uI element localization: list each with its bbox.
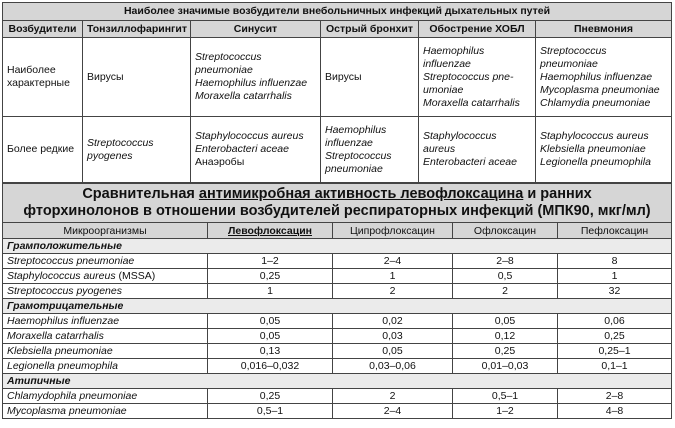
organism-name bbox=[3, 344, 208, 359]
table2-title bbox=[3, 184, 672, 223]
table2-header: Левофлоксацин bbox=[208, 223, 333, 239]
pathogen-line: Haemophilus influenzae bbox=[423, 44, 485, 70]
mic-value: 0,25 bbox=[208, 269, 333, 284]
mic-value: 2 bbox=[333, 284, 453, 299]
mic-value: 0,25 bbox=[208, 389, 333, 404]
organism-text: Haemophilus influenzae bbox=[7, 314, 120, 327]
table1-header: Синусит bbox=[191, 21, 321, 38]
pathogen-line: Staphylococcus aureus bbox=[423, 130, 497, 155]
group-header: Грамотрицательные bbox=[3, 299, 672, 314]
pathogen-line: Haemophilus influenzae bbox=[540, 70, 653, 83]
pathogen-line: Moraxella catarrhalis bbox=[195, 90, 292, 102]
mic-value: 0,05 bbox=[453, 314, 558, 329]
group-header: Грамположительные bbox=[3, 239, 672, 254]
pathogen-line: Klebsiella pneumoniae bbox=[540, 143, 646, 155]
organism-text: Streptococcus pneumoniae bbox=[7, 254, 135, 267]
mic-value: 1 bbox=[558, 269, 672, 284]
mic-value: 1 bbox=[208, 284, 333, 299]
organism-text: Legionella pneumophila bbox=[7, 359, 118, 372]
organism-text: Chlamydophila pneumoniae bbox=[7, 389, 138, 402]
mic-value: 0,25 bbox=[453, 344, 558, 359]
pathogen-line: Staphylococcus aureus bbox=[195, 130, 304, 142]
mic-value: 2 bbox=[453, 284, 558, 299]
table1-header: Возбудители bbox=[3, 21, 83, 38]
table-row bbox=[3, 404, 672, 419]
table2-header: Офлоксацин bbox=[453, 223, 558, 239]
table2-header-row bbox=[3, 223, 672, 239]
mic-value: 0,25 bbox=[558, 329, 672, 344]
table2-header: Ципрофлоксацин bbox=[333, 223, 453, 239]
pathogen-line: Legionella pneumophila bbox=[540, 156, 651, 168]
mic-value: 4–8 bbox=[558, 404, 672, 419]
table1-cell bbox=[536, 117, 672, 183]
table1-header: Острый бронхит bbox=[321, 21, 419, 38]
table1-row bbox=[3, 117, 672, 183]
table1-cell bbox=[419, 38, 536, 117]
pathogen-line: Chlamydia pneumoniae bbox=[540, 96, 651, 109]
pathogen-line: Вирусы bbox=[87, 70, 124, 83]
mic-value: 0,5–1 bbox=[208, 404, 333, 419]
organism-name bbox=[3, 359, 208, 374]
mic-value: 0,25–1 bbox=[558, 344, 672, 359]
pathogen-line: Streptococcus pneumoniae bbox=[540, 44, 607, 70]
pathogen-line: Анаэробы bbox=[195, 156, 245, 168]
mic-value: 0,03 bbox=[333, 329, 453, 344]
organism-name bbox=[3, 329, 208, 344]
mic-value: 0,1–1 bbox=[558, 359, 672, 374]
pathogen-line: Enterobacteri aceae bbox=[195, 143, 289, 155]
organism-name bbox=[3, 269, 208, 284]
title-text: Сравнительная bbox=[82, 186, 199, 202]
mic-value: 2–8 bbox=[453, 254, 558, 269]
mic-value: 0,016–0,032 bbox=[208, 359, 333, 374]
group-header: Атипичные bbox=[3, 374, 672, 389]
table1-row bbox=[3, 38, 672, 117]
mic-value: 1 bbox=[333, 269, 453, 284]
table1-cell bbox=[321, 38, 419, 117]
mic-value: 32 bbox=[558, 284, 672, 299]
mic-value: 2 bbox=[333, 389, 453, 404]
table1-cell bbox=[83, 38, 191, 117]
mic-value: 2–4 bbox=[333, 254, 453, 269]
table-row bbox=[3, 314, 672, 329]
mic-value: 0,02 bbox=[333, 314, 453, 329]
mic-value: 1–2 bbox=[453, 404, 558, 419]
table1-cell bbox=[191, 38, 321, 117]
pathogen-line: Streptococcus pneumoniae bbox=[195, 51, 262, 76]
mic-value: 0,5 bbox=[453, 269, 558, 284]
table-row bbox=[3, 284, 672, 299]
pathogen-line: Staphylococcus aureus bbox=[540, 130, 649, 142]
table-row bbox=[3, 329, 672, 344]
table2-header: Пефлоксацин bbox=[558, 223, 672, 239]
row-label: Наиболее характерные bbox=[3, 38, 83, 117]
organism-text: Mycoplasma pneumoniae bbox=[7, 404, 127, 417]
mic-value: 8 bbox=[558, 254, 672, 269]
organism-suffix: (MSSA) bbox=[115, 269, 156, 282]
pathogen-line: Streptococcus pyogenes bbox=[87, 136, 154, 162]
table-row bbox=[3, 359, 672, 374]
table-row bbox=[3, 254, 672, 269]
table1-header: Тонзиллофарингит bbox=[83, 21, 191, 38]
table1-header: Пневмония bbox=[536, 21, 672, 38]
organism-text: Staphylococcus aureus bbox=[7, 269, 116, 282]
table1-cell bbox=[536, 38, 672, 117]
pathogen-line: Mycoplasma pneumoniae bbox=[540, 83, 660, 96]
mic-value: 2–8 bbox=[558, 389, 672, 404]
title-text: фторхинолонов в отношении возбудителей респираторных инфекций (МПК90, мкг/мл) bbox=[23, 203, 651, 219]
table-row bbox=[3, 344, 672, 359]
mic-value: 0,05 bbox=[208, 314, 333, 329]
pathogen-line: Haemophilus influenzae bbox=[325, 123, 387, 149]
mic-value: 2–4 bbox=[333, 404, 453, 419]
mic-value: 0,05 bbox=[208, 329, 333, 344]
organism-text: Streptococcus pyogenes bbox=[7, 284, 122, 297]
mic-value: 0,03–0,06 bbox=[333, 359, 453, 374]
mic-value: 0,01–0,03 bbox=[453, 359, 558, 374]
mic-value: 1–2 bbox=[208, 254, 333, 269]
table1-header: Обострение ХОБЛ bbox=[419, 21, 536, 38]
pathogen-line: Streptococcus pneumoniae bbox=[325, 149, 392, 175]
organism-name bbox=[3, 284, 208, 299]
pathogen-line: Enterobacteri aceae bbox=[423, 156, 517, 168]
organism-name bbox=[3, 314, 208, 329]
organism-name bbox=[3, 254, 208, 269]
table1-title: Наиболее значимые возбудители внебольничных инфекций дыхательных путей bbox=[3, 3, 672, 21]
row-label: Более редкие bbox=[3, 117, 83, 183]
pathogen-line: Haemophilus influenzae bbox=[195, 77, 308, 89]
table1-cell bbox=[419, 117, 536, 183]
organism-name bbox=[3, 389, 208, 404]
pathogen-line: Вирусы bbox=[325, 70, 362, 83]
organism-text: Klebsiella pneumoniae bbox=[7, 344, 113, 357]
table-row bbox=[3, 269, 672, 284]
mic-value: 0,06 bbox=[558, 314, 672, 329]
table1-header-row bbox=[3, 21, 672, 38]
title-text: и ранних bbox=[523, 186, 592, 202]
mic-comparison-table bbox=[2, 183, 672, 419]
title-underlined: антимикробная активность левофлоксацина bbox=[198, 186, 524, 202]
mic-value: 0,5–1 bbox=[453, 389, 558, 404]
organism-name bbox=[3, 404, 208, 419]
mic-value: 0,05 bbox=[333, 344, 453, 359]
table1-cell bbox=[191, 117, 321, 183]
organism-text: Moraxella catarrhalis bbox=[7, 329, 104, 342]
table1-cell bbox=[83, 117, 191, 183]
mic-value: 0,13 bbox=[208, 344, 333, 359]
pathogen-line: Streptococcus pne-umoniae bbox=[423, 70, 514, 96]
mic-value: 0,12 bbox=[453, 329, 558, 344]
table-row bbox=[3, 389, 672, 404]
pathogen-line: Moraxella catarrhalis bbox=[423, 96, 520, 109]
pathogens-table bbox=[2, 2, 672, 183]
table2-header: Микроорганизмы bbox=[3, 223, 208, 239]
table1-cell bbox=[321, 117, 419, 183]
